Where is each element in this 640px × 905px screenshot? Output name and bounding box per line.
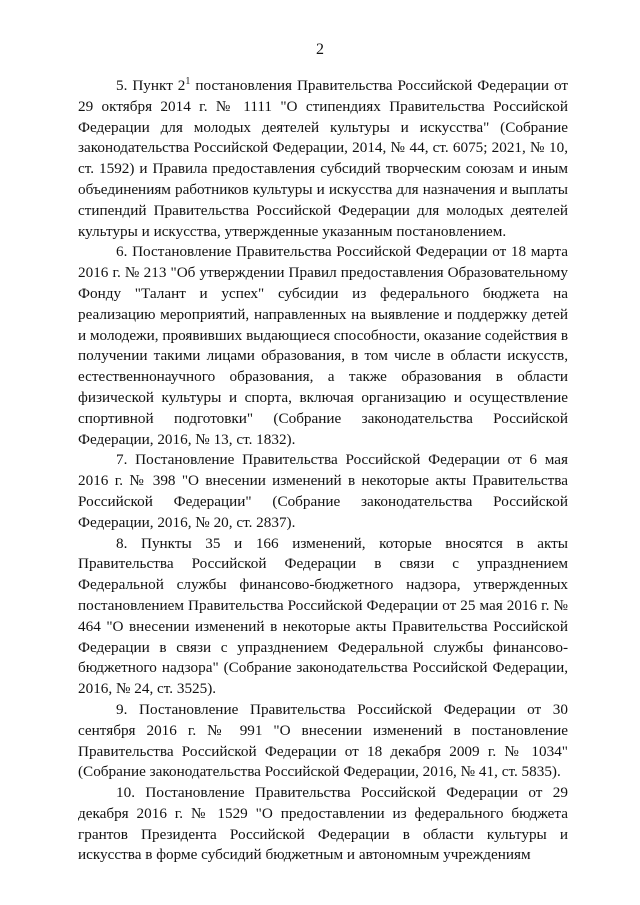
document-body bbox=[78, 76, 568, 866]
list-item-6: 6. Постановление Правительства Российской Федерации от 18 марта 2016 г. № 213 "Об утверждении Правил предоставления Образовательному Фонду "Талант и успех" субсидии из федерального бюджета на реализацию мероприятий, направленных на выявление и поддержку детей и молодежи, проявивших выдающиеся способности, оказание содействия в получении такими лицами образования, в том числе в области искусств, естественнонаучного образования, а также образования в области физической культуры и спорта, включая организацию и осуществление спортивной подготовки" (Собрание законодательства Российской Федерации, 2016, № 13, ст. 1832). bbox=[78, 243, 568, 448]
list-item-10: 10. Постановление Правительства Российской Федерации от 29 декабря 2016 г. № 1529 "О предоставлении из федерального бюджета грантов Президента Российской Федерации в области культуры и искусства в форме субсидий бюджетным и автономным учреждениям bbox=[78, 784, 568, 864]
item-5-superscript: 1 bbox=[185, 75, 191, 87]
page-number: 2 bbox=[316, 41, 324, 58]
list-item-9: 9. Постановление Правительства Российской Федерации от 30 сентября 2016 г. № 991 "О внесении изменений в постановление Правительства Российской Федерации от 18 декабря 2009 г. № 1034" (Собрание законодательства Российской Федерации, 2016, № 41, ст. 5835). bbox=[78, 700, 568, 781]
list-item-8: 8. Пункты 35 и 166 изменений, которые вносятся в акты Правительства Российской Федерации в связи с упразднением Федеральной службы финансово-бюджетного надзора, утвержденных постановлением Правительства Российской Федерации от 25 мая 2016 г. № 464 "О внесении изменений в некоторые акты Правительства Российской Федерации в связи с упразднением Федеральной службы финансово-бюджетного надзора" (Собрание законодательства Российской Федерации, 2016, № 24, ст. 3525). bbox=[78, 534, 568, 698]
list-item-7: 7. Постановление Правительства Российской Федерации от 6 мая 2016 г. № 398 "О внесении изменений в некоторые акты Правительства Российской Федерации" (Собрание законодательства Российской Федерации, 2016, № 20, ст. 2837). bbox=[78, 451, 568, 531]
item-5-text-start: 5. Пункт 2 bbox=[116, 77, 186, 94]
item-5-text-rest: постановления Правительства Российской Федерации от 29 октября 2014 г. № 1111 "О стипендиях Правительства Российской Федерации для молодых деятелей культуры и искусства" (Собрание законодательства Российской Федерации, 2014, № 44, ст. 6075; 2021, № 10, ст. 1592) и Правила предоставления субсидий творческим союзам и иным объединениям работников культуры и искусства для назначения и выплаты стипендий Правительства Российской Федерации для молодых деятелей культуры и искусства, утвержденные указанным постановлением. bbox=[78, 77, 568, 240]
list-item-5 bbox=[78, 76, 568, 242]
